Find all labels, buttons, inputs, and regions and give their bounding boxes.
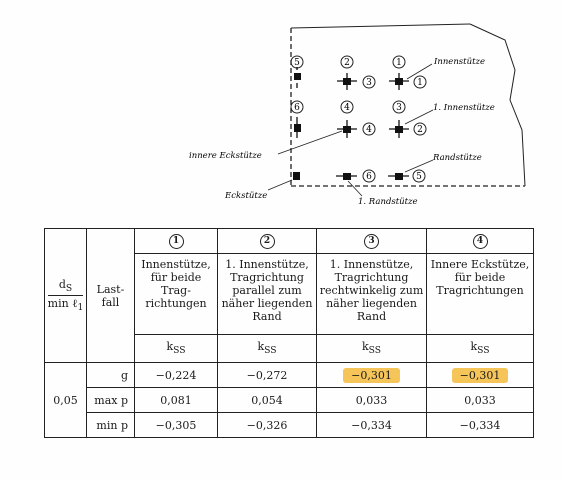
corner-column — [293, 172, 300, 180]
column-symbol — [291, 101, 303, 138]
value-cell: −0,305 — [135, 413, 218, 438]
unit-kss-4: $k_{SS}$ — [427, 335, 534, 363]
svg-text:6: 6 — [294, 103, 300, 113]
column-symbol — [388, 170, 425, 182]
column-symbol — [389, 56, 426, 90]
ratio-value: 0,05 — [45, 363, 87, 438]
label-innenstuetze-1: 1. Innenstütze — [433, 103, 495, 113]
column-desc-3: 1. Innenstütze, Tragrichtung rechtwinkelig zum näher liegenden Rand — [317, 254, 427, 335]
column-number-1: 1 — [135, 229, 218, 254]
column-desc-4: Innere Eckstütze, für beide Tragrichtungen — [427, 254, 534, 335]
load-case: g — [87, 363, 135, 388]
label-randstuetze-1: 1. Randstütze — [358, 197, 418, 207]
label-eckstuetze: Eckstütze — [225, 191, 268, 201]
column-number-4: 4 — [427, 229, 534, 254]
column-number-2: 2 — [218, 229, 317, 254]
value-cell: 0,054 — [218, 388, 317, 413]
svg-text:2: 2 — [344, 58, 350, 68]
label-randstuetze: Randstütze — [433, 153, 482, 163]
unit-kss-2: $k_{SS}$ — [218, 335, 317, 363]
table-row — [45, 363, 534, 388]
value-cell: −0,334 — [317, 413, 427, 438]
column-desc-2: 1. Innenstütze, Tragrichtung parallel zum näher liegenden Rand — [218, 254, 317, 335]
value-cell: −0,326 — [218, 413, 317, 438]
value-cell-highlighted: −0,301 — [427, 363, 534, 388]
ratio-header: $\frac{d_S}{\min \ell_1}$ — [45, 229, 87, 363]
svg-text:1: 1 — [417, 78, 423, 88]
column-symbol — [389, 101, 426, 138]
svg-text:1: 1 — [396, 58, 402, 68]
value-cell-highlighted: −0,301 — [317, 363, 427, 388]
table-row — [45, 388, 534, 413]
value-cell: −0,272 — [218, 363, 317, 388]
value-cell: 0,033 — [317, 388, 427, 413]
column-desc-1: Innenstütze, für beide Trag- richtungen — [135, 254, 218, 335]
svg-text:5: 5 — [416, 172, 422, 182]
column-symbol — [291, 56, 303, 88]
svg-text:5: 5 — [294, 58, 300, 68]
column-number-3: 3 — [317, 229, 427, 254]
unit-kss-3: $k_{SS}$ — [317, 335, 427, 363]
svg-text:4: 4 — [366, 125, 372, 135]
label-innere-eckstuetze: innere Eckstütze — [189, 151, 262, 161]
label-innenstuetze: Innenstütze — [434, 57, 485, 67]
load-case: max p — [87, 388, 135, 413]
value-cell: −0,334 — [427, 413, 534, 438]
svg-text:3: 3 — [366, 78, 372, 88]
value-cell: −0,224 — [135, 363, 218, 388]
kss-coefficient-table — [44, 228, 534, 438]
svg-text:3: 3 — [396, 103, 402, 113]
load-case: min p — [87, 413, 135, 438]
column-symbol — [336, 170, 375, 182]
svg-text:2: 2 — [417, 125, 423, 135]
value-cell: 0,033 — [427, 388, 534, 413]
column-symbol — [337, 56, 375, 90]
unit-kss-1: $k_{SS}$ — [135, 335, 218, 363]
column-symbol — [337, 101, 375, 138]
column-layout-diagram — [0, 0, 562, 210]
plate-edge-top — [291, 24, 470, 28]
table-row — [45, 413, 534, 438]
value-cell: 0,081 — [135, 388, 218, 413]
svg-text:6: 6 — [366, 172, 372, 182]
svg-text:4: 4 — [344, 103, 350, 113]
lastfall-header: Last- fall — [87, 229, 135, 363]
